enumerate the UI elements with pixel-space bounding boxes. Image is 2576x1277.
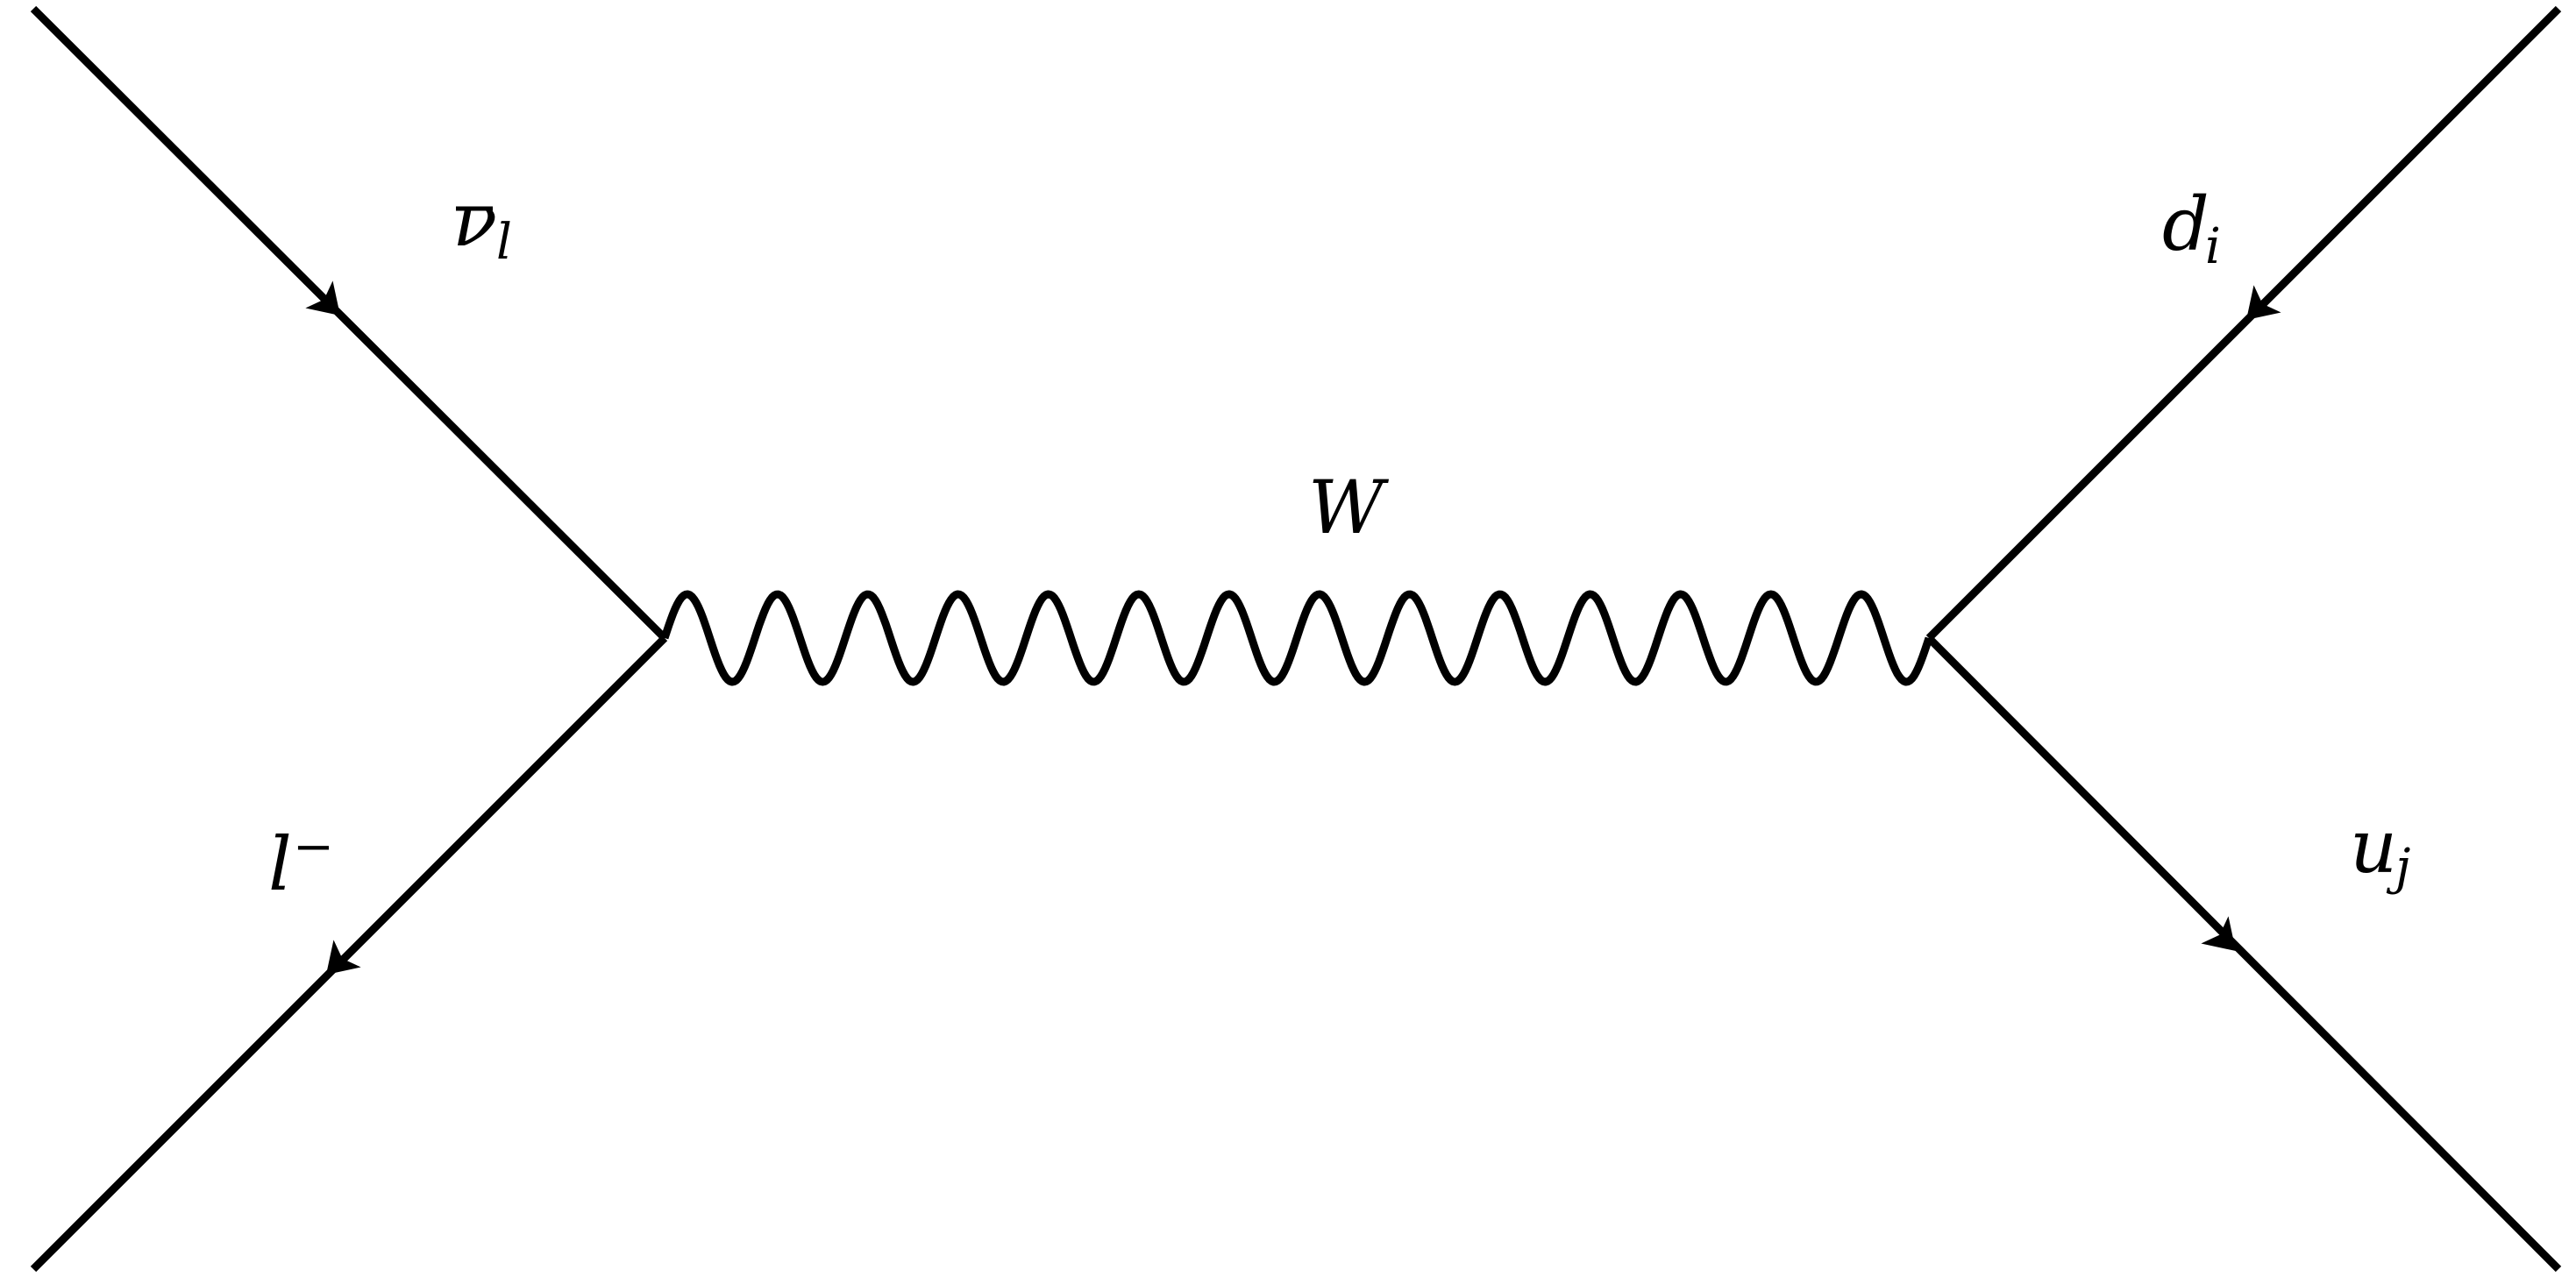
lepton-line bbox=[33, 638, 665, 1269]
lepton-symbol: l bbox=[268, 821, 292, 907]
down-quark-symbol: d bbox=[2162, 181, 2210, 267]
antineutrino-subscript: l bbox=[496, 214, 512, 271]
up-quark-symbol: u bbox=[2350, 804, 2398, 890]
lepton-superscript: − bbox=[293, 819, 334, 876]
w-boson-propagator bbox=[665, 594, 1929, 682]
lepton-label bbox=[268, 819, 334, 907]
down-quark-line bbox=[1929, 9, 2558, 638]
down-quark-subscript: i bbox=[2205, 218, 2221, 275]
up-quark-line bbox=[1929, 638, 2558, 1269]
down-quark-label bbox=[2162, 181, 2221, 275]
antineutrino-symbol: ν bbox=[452, 177, 498, 263]
antineutrino-label bbox=[452, 177, 512, 271]
up-quark-subscript: j bbox=[2395, 839, 2411, 896]
up-quark-label bbox=[2350, 804, 2410, 896]
antineutrino-line bbox=[33, 9, 665, 638]
w-boson-label: W bbox=[1308, 465, 1384, 550]
